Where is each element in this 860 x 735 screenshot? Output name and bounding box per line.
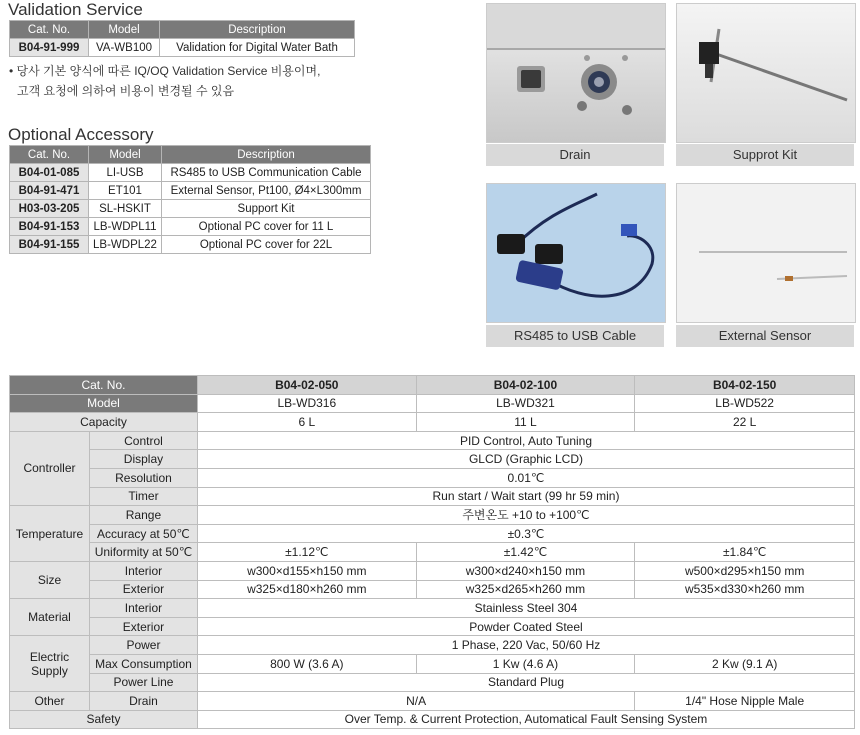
controller-group: Controller [10, 431, 90, 505]
cell: Validation for Digital Water Bath [160, 39, 355, 57]
value: w325×d180×h260 mm [197, 580, 416, 599]
validation-title: Validation Service [8, 0, 143, 19]
value: Run start / Wait start (99 hr 59 min) [197, 487, 854, 506]
cable-caption: RS485 to USB Cable [486, 325, 664, 347]
row-label: Drain [89, 692, 197, 711]
safety-label: Safety [10, 710, 198, 729]
cable-photo [486, 183, 666, 323]
col-header: Cat. No. [10, 146, 89, 164]
cell: SL-HSKIT [89, 200, 162, 218]
capacity: 11 L [416, 413, 635, 432]
value: ±1.84℃ [635, 543, 855, 562]
value: ±1.12℃ [197, 543, 416, 562]
value: GLCD (Graphic LCD) [197, 450, 854, 469]
col-header: Description [160, 21, 355, 39]
cable-illustration [487, 184, 665, 322]
model-label: Model [10, 394, 198, 413]
cell: Support Kit [162, 200, 371, 218]
row-label: Display [89, 450, 197, 469]
col-header: Cat. No. [10, 21, 89, 39]
row-label: Power [89, 636, 197, 655]
value: 1/4" Hose Nipple Male [635, 692, 855, 711]
size-group: Size [10, 561, 90, 598]
cell: VA-WB100 [89, 39, 160, 57]
model: LB-WD316 [197, 394, 416, 413]
value: 1 Kw (4.6 A) [416, 654, 635, 673]
cat-no: B04-02-100 [416, 376, 635, 395]
row-label: Uniformity at 50℃ [89, 543, 197, 562]
validation-note [9, 61, 320, 101]
sensor-caption: External Sensor [676, 325, 854, 347]
note-line: 고객 요청에 의하여 비용이 변경될 수 있음 [17, 84, 235, 98]
cell: B04-91-471 [10, 182, 89, 200]
cell: Optional PC cover for 11 L [162, 218, 371, 236]
value: w325×d265×h260 mm [416, 580, 635, 599]
value: ±1.42℃ [416, 543, 635, 562]
row-label: Max Consumption [89, 654, 197, 673]
value: Over Temp. & Current Protection, Automatical Fault Sensing System [197, 710, 854, 729]
sensor-photo [676, 183, 856, 323]
row-label: Accuracy at 50℃ [89, 524, 197, 543]
sensor-illustration [677, 184, 855, 322]
model: LB-WD321 [416, 394, 635, 413]
table-row [10, 200, 371, 218]
value: PID Control, Auto Tuning [197, 431, 854, 450]
value: 0.01℃ [197, 468, 854, 487]
accessory-table [9, 145, 371, 254]
support-kit-illustration [677, 4, 855, 142]
cell: Optional PC cover for 22L [162, 236, 371, 254]
row-label: Interior [89, 561, 197, 580]
row-label: Timer [89, 487, 197, 506]
other-group: Other [10, 692, 90, 711]
electric-group: Electric Supply [10, 636, 90, 692]
col-header: Model [89, 146, 162, 164]
value: Powder Coated Steel [197, 617, 854, 636]
value: w535×d330×h260 mm [635, 580, 855, 599]
cell: H03-03-205 [10, 200, 89, 218]
validation-table [9, 20, 355, 57]
support-kit-photo [676, 3, 856, 143]
value: 800 W (3.6 A) [197, 654, 416, 673]
cat-no: B04-02-150 [635, 376, 855, 395]
value: Standard Plug [197, 673, 854, 692]
cell: LI-USB [89, 164, 162, 182]
cat-no: B04-02-050 [197, 376, 416, 395]
drain-caption: Drain [486, 144, 664, 166]
cell: External Sensor, Pt100, Ø4×L300mm [162, 182, 371, 200]
row-label: Resolution [89, 468, 197, 487]
row-label: Interior [89, 599, 197, 618]
row-label: Exterior [89, 580, 197, 599]
cell: LB-WDPL22 [89, 236, 162, 254]
accessory-title: Optional Accessory [8, 125, 154, 144]
cat-label: Cat. No. [10, 376, 198, 395]
cell: B04-91-155 [10, 236, 89, 254]
cell: ET101 [89, 182, 162, 200]
value: w500×d295×h150 mm [635, 561, 855, 580]
drain-illustration [487, 4, 665, 142]
drain-photo [486, 3, 666, 143]
value: ±0.3℃ [197, 524, 854, 543]
capacity-label: Capacity [10, 413, 198, 432]
temperature-group: Temperature [10, 506, 90, 562]
material-group: Material [10, 599, 90, 636]
value: N/A [197, 692, 634, 711]
col-header: Model [89, 21, 160, 39]
capacity: 22 L [635, 413, 855, 432]
table-row [10, 39, 355, 57]
row-label: Exterior [89, 617, 197, 636]
note-line: • 당사 기본 양식에 따른 IQ/OQ Validation Service 비용이며, [9, 64, 321, 78]
value: w300×d155×h150 mm [197, 561, 416, 580]
value: 2 Kw (9.1 A) [635, 654, 855, 673]
table-row [10, 218, 371, 236]
row-label: Power Line [89, 673, 197, 692]
table-row [10, 182, 371, 200]
cell: B04-91-153 [10, 218, 89, 236]
row-label: Control [89, 431, 197, 450]
spec-table [9, 375, 855, 729]
value: 주변온도 +10 to +100℃ [197, 506, 854, 525]
support-kit-caption: Supprot Kit [676, 144, 854, 166]
cell: LB-WDPL11 [89, 218, 162, 236]
capacity: 6 L [197, 413, 416, 432]
cell: B04-01-085 [10, 164, 89, 182]
row-label: Range [89, 506, 197, 525]
value: Stainless Steel 304 [197, 599, 854, 618]
table-row [10, 236, 371, 254]
cell: RS485 to USB Communication Cable [162, 164, 371, 182]
col-header: Description [162, 146, 371, 164]
model: LB-WD522 [635, 394, 855, 413]
cell: B04-91-999 [10, 39, 89, 57]
value: 1 Phase, 220 Vac, 50/60 Hz [197, 636, 854, 655]
value: w300×d240×h150 mm [416, 561, 635, 580]
table-row [10, 164, 371, 182]
